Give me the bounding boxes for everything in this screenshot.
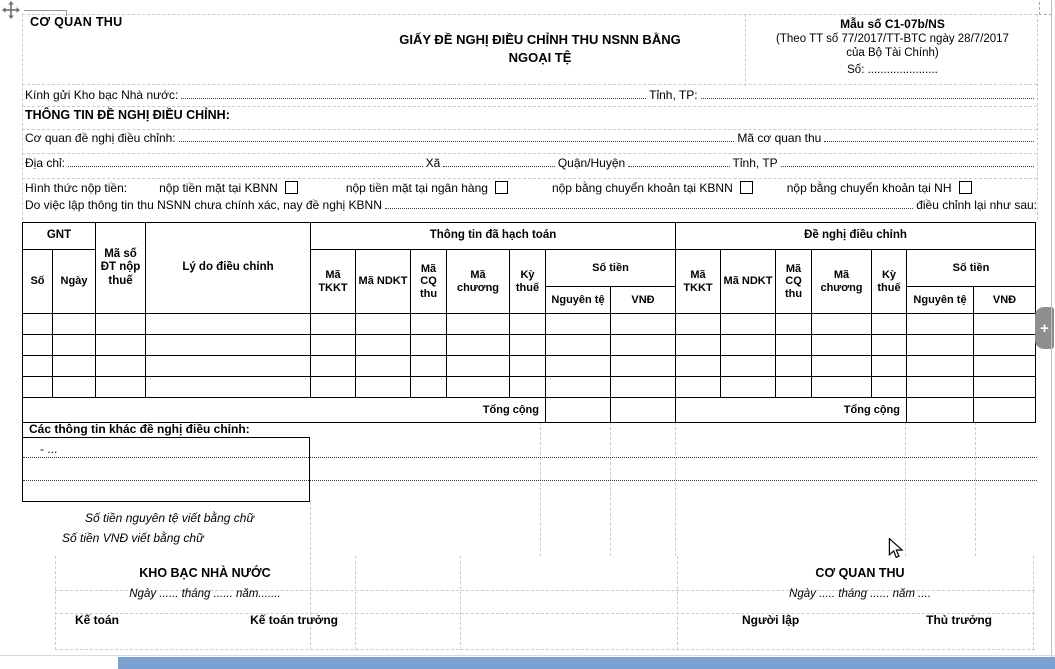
table-empty-cell[interactable] — [907, 314, 974, 335]
bottom-scrollbar[interactable] — [118, 657, 1055, 669]
col-header-ma-tkkt-2: Mã TKKT — [676, 250, 721, 314]
table-empty-cell[interactable] — [510, 377, 546, 398]
dotted-leader — [181, 98, 646, 99]
table-empty-cell[interactable] — [146, 356, 311, 377]
table-empty-cell[interactable] — [146, 314, 311, 335]
col-header-so-tien: Số tiền — [546, 250, 676, 287]
col-header-ly-do: Lý do điều chỉnh — [146, 223, 311, 314]
gridline — [55, 649, 1035, 650]
total-cell[interactable] — [907, 398, 974, 423]
table-empty-cell[interactable] — [96, 377, 146, 398]
table-empty-cell[interactable] — [96, 335, 146, 356]
dotted-leader — [385, 208, 913, 209]
col-header-gnt: GNT — [23, 223, 96, 250]
table-empty-cell[interactable] — [812, 335, 872, 356]
option-cash-bank-label: nộp tiền mặt tại ngân hàng — [345, 181, 488, 195]
cqt-date-line: Ngày ..... tháng ...... năm .... — [789, 588, 931, 600]
do-viec-label: Do việc lập thông tin thu NSNN chưa chính xác, nay đề nghị KBNN — [25, 198, 382, 212]
form-ref-line2: của Bộ Tài Chính) — [846, 47, 939, 60]
table-body — [23, 314, 1036, 398]
dotted-leader — [824, 141, 1034, 142]
table-empty-cell[interactable] — [96, 356, 146, 377]
form-number-block — [745, 17, 1040, 77]
table-empty-cell[interactable] — [721, 314, 776, 335]
table-empty-cell[interactable] — [974, 377, 1036, 398]
table-empty-cell[interactable] — [812, 314, 872, 335]
gridline — [22, 129, 1037, 130]
table-empty-cell[interactable] — [721, 356, 776, 377]
table-empty-cell[interactable] — [146, 335, 311, 356]
option-cash-kbnn-label: nộp tiền mặt tại KBNN — [159, 181, 278, 195]
quan-huyen-label: Quận/Huyện — [557, 156, 626, 170]
gridline — [675, 422, 676, 556]
gridline — [22, 14, 23, 220]
table-empty-cell[interactable] — [53, 335, 96, 356]
gridline — [677, 556, 678, 650]
table-empty-cell[interactable] — [356, 335, 411, 356]
hinh-thuc-label: Hình thức nộp tiền: — [25, 181, 128, 195]
cqt-title: CƠ QUAN THU — [815, 566, 905, 580]
col-header-vnd: VNĐ — [611, 287, 676, 314]
group-header-adjust: Đề nghị điều chỉnh — [676, 223, 1036, 250]
kinh-gui-label: Kính gửi Kho bạc Nhà nước: — [25, 88, 179, 102]
signature-block-kbnn — [60, 566, 350, 627]
table-empty-cell[interactable] — [611, 356, 676, 377]
table-empty-cell[interactable] — [146, 377, 311, 398]
gridline — [55, 556, 56, 650]
table-row — [23, 356, 1036, 377]
col-header-so-tien-2: Số tiền — [907, 250, 1036, 287]
table-empty-cell[interactable] — [812, 377, 872, 398]
checkbox-cash-kbnn[interactable] — [285, 181, 298, 194]
form-title — [330, 31, 750, 66]
table-empty-cell[interactable] — [546, 314, 611, 335]
table-empty-cell[interactable] — [356, 356, 411, 377]
dotted-leader — [443, 166, 554, 167]
dia-chi-label: Địa chỉ: — [25, 156, 66, 170]
table-empty-cell[interactable] — [447, 377, 510, 398]
co-quan-label: Cơ quan đề nghị điều chỉnh: — [25, 131, 176, 145]
table-empty-cell[interactable] — [907, 335, 974, 356]
table-empty-cell[interactable] — [447, 335, 510, 356]
table-empty-cell[interactable] — [776, 356, 812, 377]
gridline — [460, 556, 461, 650]
table-empty-cell[interactable] — [53, 377, 96, 398]
table-empty-cell[interactable] — [721, 335, 776, 356]
col-header-ma-so-dt: Mã số ĐT nộp thuế — [96, 223, 146, 314]
kbnn-date-line: Ngày ...... tháng ...... năm....... — [129, 588, 281, 600]
role-ke-toan-truong: Kế toán trưởng — [250, 613, 338, 627]
co-quan-row — [25, 131, 1037, 145]
table-empty-cell[interactable] — [53, 356, 96, 377]
table-empty-cell[interactable] — [447, 314, 510, 335]
table-empty-cell[interactable] — [872, 314, 907, 335]
total-label-right: Tổng cộng — [676, 398, 907, 423]
table-empty-cell[interactable] — [872, 335, 907, 356]
total-cell[interactable] — [974, 398, 1036, 423]
table-empty-cell[interactable] — [311, 335, 356, 356]
table-empty-cell[interactable] — [23, 377, 53, 398]
role-ke-toan: Kế toán — [75, 613, 120, 627]
table-empty-cell[interactable] — [53, 314, 96, 335]
signature-block-cqt — [715, 566, 1005, 627]
gridline — [355, 556, 356, 650]
table-empty-cell[interactable] — [776, 335, 812, 356]
col-header-ma-cq: Mã CQ thu — [411, 250, 447, 314]
checkbox-cash-bank[interactable] — [495, 181, 508, 194]
table-empty-cell[interactable] — [311, 314, 356, 335]
table-move-handle-icon[interactable] — [2, 1, 20, 19]
checkbox-transfer-kbnn[interactable] — [740, 181, 753, 194]
col-header-ma-tkkt: Mã TKKT — [311, 250, 356, 314]
gridline — [22, 106, 1037, 107]
form-title-line1: GIẤY ĐỀ NGHỊ ĐIỀU CHỈNH THU NSNN BẰNG — [399, 32, 681, 47]
gridline — [22, 84, 1037, 85]
org-label: CƠ QUAN THU — [30, 15, 123, 29]
dotted-leader — [701, 98, 1034, 99]
table-empty-cell[interactable] — [546, 335, 611, 356]
col-header-ma-chuong: Mã chương — [447, 250, 510, 314]
col-header-vnd-2: VNĐ — [974, 287, 1036, 314]
table-empty-cell[interactable] — [907, 377, 974, 398]
tinh-tp2-label: Tỉnh, TP — [732, 156, 778, 170]
dotted-leader — [68, 166, 423, 167]
table-empty-cell[interactable] — [872, 356, 907, 377]
dia-chi-row — [25, 156, 1037, 170]
table-empty-cell[interactable] — [411, 377, 447, 398]
gridline — [610, 422, 611, 556]
table-empty-cell[interactable] — [776, 377, 812, 398]
col-header-ma-chuong-2: Mã chương — [812, 250, 872, 314]
tinh-tp-label: Tỉnh, TP: — [649, 88, 698, 102]
dotted-leader — [179, 141, 735, 142]
table-empty-cell[interactable] — [611, 377, 676, 398]
table-empty-cell[interactable] — [356, 314, 411, 335]
total-label-left: Tổng cộng — [23, 398, 546, 423]
col-header-ky-thue-2: Kỳ thuế — [872, 250, 907, 314]
table-empty-cell[interactable] — [907, 356, 974, 377]
table-empty-cell[interactable] — [23, 356, 53, 377]
role-thu-truong: Thủ trưởng — [926, 613, 992, 627]
add-button[interactable]: + — [1035, 307, 1054, 349]
form-number: Mẫu số C1-07b/NS — [840, 17, 945, 31]
xa-label: Xã — [425, 156, 441, 170]
do-viec-row — [25, 198, 1037, 212]
gridline — [1033, 556, 1034, 650]
other-info-dash: - ... — [40, 442, 58, 456]
table-empty-cell[interactable] — [676, 356, 721, 377]
gridline — [22, 178, 1037, 179]
divider — [0, 655, 1055, 656]
form-ref-line1: (Theo TT số 77/2017/TT-BTC ngày 28/7/2017 — [776, 33, 1009, 45]
table-row — [23, 335, 1036, 356]
table-empty-cell[interactable] — [872, 377, 907, 398]
table-empty-cell[interactable] — [776, 314, 812, 335]
col-header-ma-ndkt: Mã NDKT — [356, 250, 411, 314]
table-empty-cell[interactable] — [23, 314, 53, 335]
table-empty-cell[interactable] — [510, 335, 546, 356]
hinh-thuc-row — [25, 181, 1037, 195]
table-empty-cell[interactable] — [676, 314, 721, 335]
role-nguoi-lap: Người lập — [742, 613, 800, 627]
table-empty-cell[interactable] — [812, 356, 872, 377]
dotted-leader — [781, 166, 1034, 167]
table-empty-cell[interactable] — [311, 356, 356, 377]
gridline — [905, 422, 906, 556]
group-header-booked: Thông tin đã hạch toán — [311, 223, 676, 250]
mouse-cursor-icon — [886, 538, 906, 560]
col-header-ma-ndkt-2: Mã NDKT — [721, 250, 776, 314]
dotted-rule — [23, 457, 1037, 458]
table-empty-cell[interactable] — [546, 377, 611, 398]
other-info-box[interactable] — [22, 438, 310, 502]
col-header-so: Số — [23, 250, 53, 314]
kinh-gui-row — [25, 88, 1037, 102]
total-cell[interactable] — [546, 398, 611, 423]
checkbox-transfer-nh[interactable] — [959, 181, 972, 194]
col-header-nguyen-te-2: Nguyên tệ — [907, 287, 974, 314]
dieu-chinh-label: điều chỉnh lại như sau: — [916, 198, 1037, 212]
amount-vnd-words-label: Số tiền VNĐ viết bằng chữ — [62, 531, 204, 545]
serial-number: Số: ...................... — [847, 63, 938, 76]
col-header-ma-cq-2: Mã CQ thu — [776, 250, 812, 314]
table-empty-cell[interactable] — [676, 377, 721, 398]
window-right-edge — [1051, 0, 1052, 657]
dotted-rule — [23, 480, 1037, 481]
table-empty-cell[interactable] — [611, 335, 676, 356]
adjustment-table — [22, 222, 1036, 423]
gridline — [22, 14, 1037, 15]
table-empty-cell[interactable] — [411, 335, 447, 356]
table-empty-cell[interactable] — [411, 314, 447, 335]
table-empty-cell[interactable] — [411, 356, 447, 377]
table-empty-cell[interactable] — [510, 356, 546, 377]
table-empty-cell[interactable] — [974, 356, 1036, 377]
section-title: THÔNG TIN ĐỀ NGHỊ ĐIỀU CHỈNH: — [25, 108, 230, 122]
table-empty-cell[interactable] — [356, 377, 411, 398]
table-empty-cell[interactable] — [546, 356, 611, 377]
gridline — [22, 153, 1037, 154]
col-header-ngay: Ngày — [53, 250, 96, 314]
table-empty-cell[interactable] — [611, 314, 676, 335]
dotted-leader — [628, 166, 729, 167]
col-header-ky-thue: Kỳ thuế — [510, 250, 546, 314]
table-empty-cell[interactable] — [23, 335, 53, 356]
option-transfer-kbnn-label: nộp bằng chuyển khoản tại KBNN — [551, 181, 733, 195]
table-empty-cell[interactable] — [974, 314, 1036, 335]
other-info-header: Các thông tin khác đề nghị điều chỉnh: — [22, 420, 310, 438]
gridline — [540, 422, 541, 556]
form-title-line2: NGOẠI TỆ — [508, 49, 572, 65]
kbnn-title: KHO BẠC NHÀ NƯỚC — [139, 566, 271, 580]
option-transfer-nh-label: nộp bằng chuyển khoản tại NH — [786, 181, 952, 195]
table-empty-cell[interactable] — [510, 314, 546, 335]
amount-foreign-words-label: Số tiền nguyên tệ viết bằng chữ — [85, 511, 255, 525]
table-empty-cell[interactable] — [96, 314, 146, 335]
table-empty-cell[interactable] — [311, 377, 356, 398]
table-row — [23, 377, 1036, 398]
table-empty-cell[interactable] — [974, 335, 1036, 356]
col-header-nguyen-te: Nguyên tệ — [546, 287, 611, 314]
table-row — [23, 314, 1036, 335]
table-empty-cell[interactable] — [447, 356, 510, 377]
ma-co-quan-label: Mã cơ quan thu — [737, 131, 822, 145]
gridline — [975, 422, 976, 556]
table-empty-cell[interactable] — [721, 377, 776, 398]
table-empty-cell[interactable] — [676, 335, 721, 356]
total-cell[interactable] — [611, 398, 676, 423]
